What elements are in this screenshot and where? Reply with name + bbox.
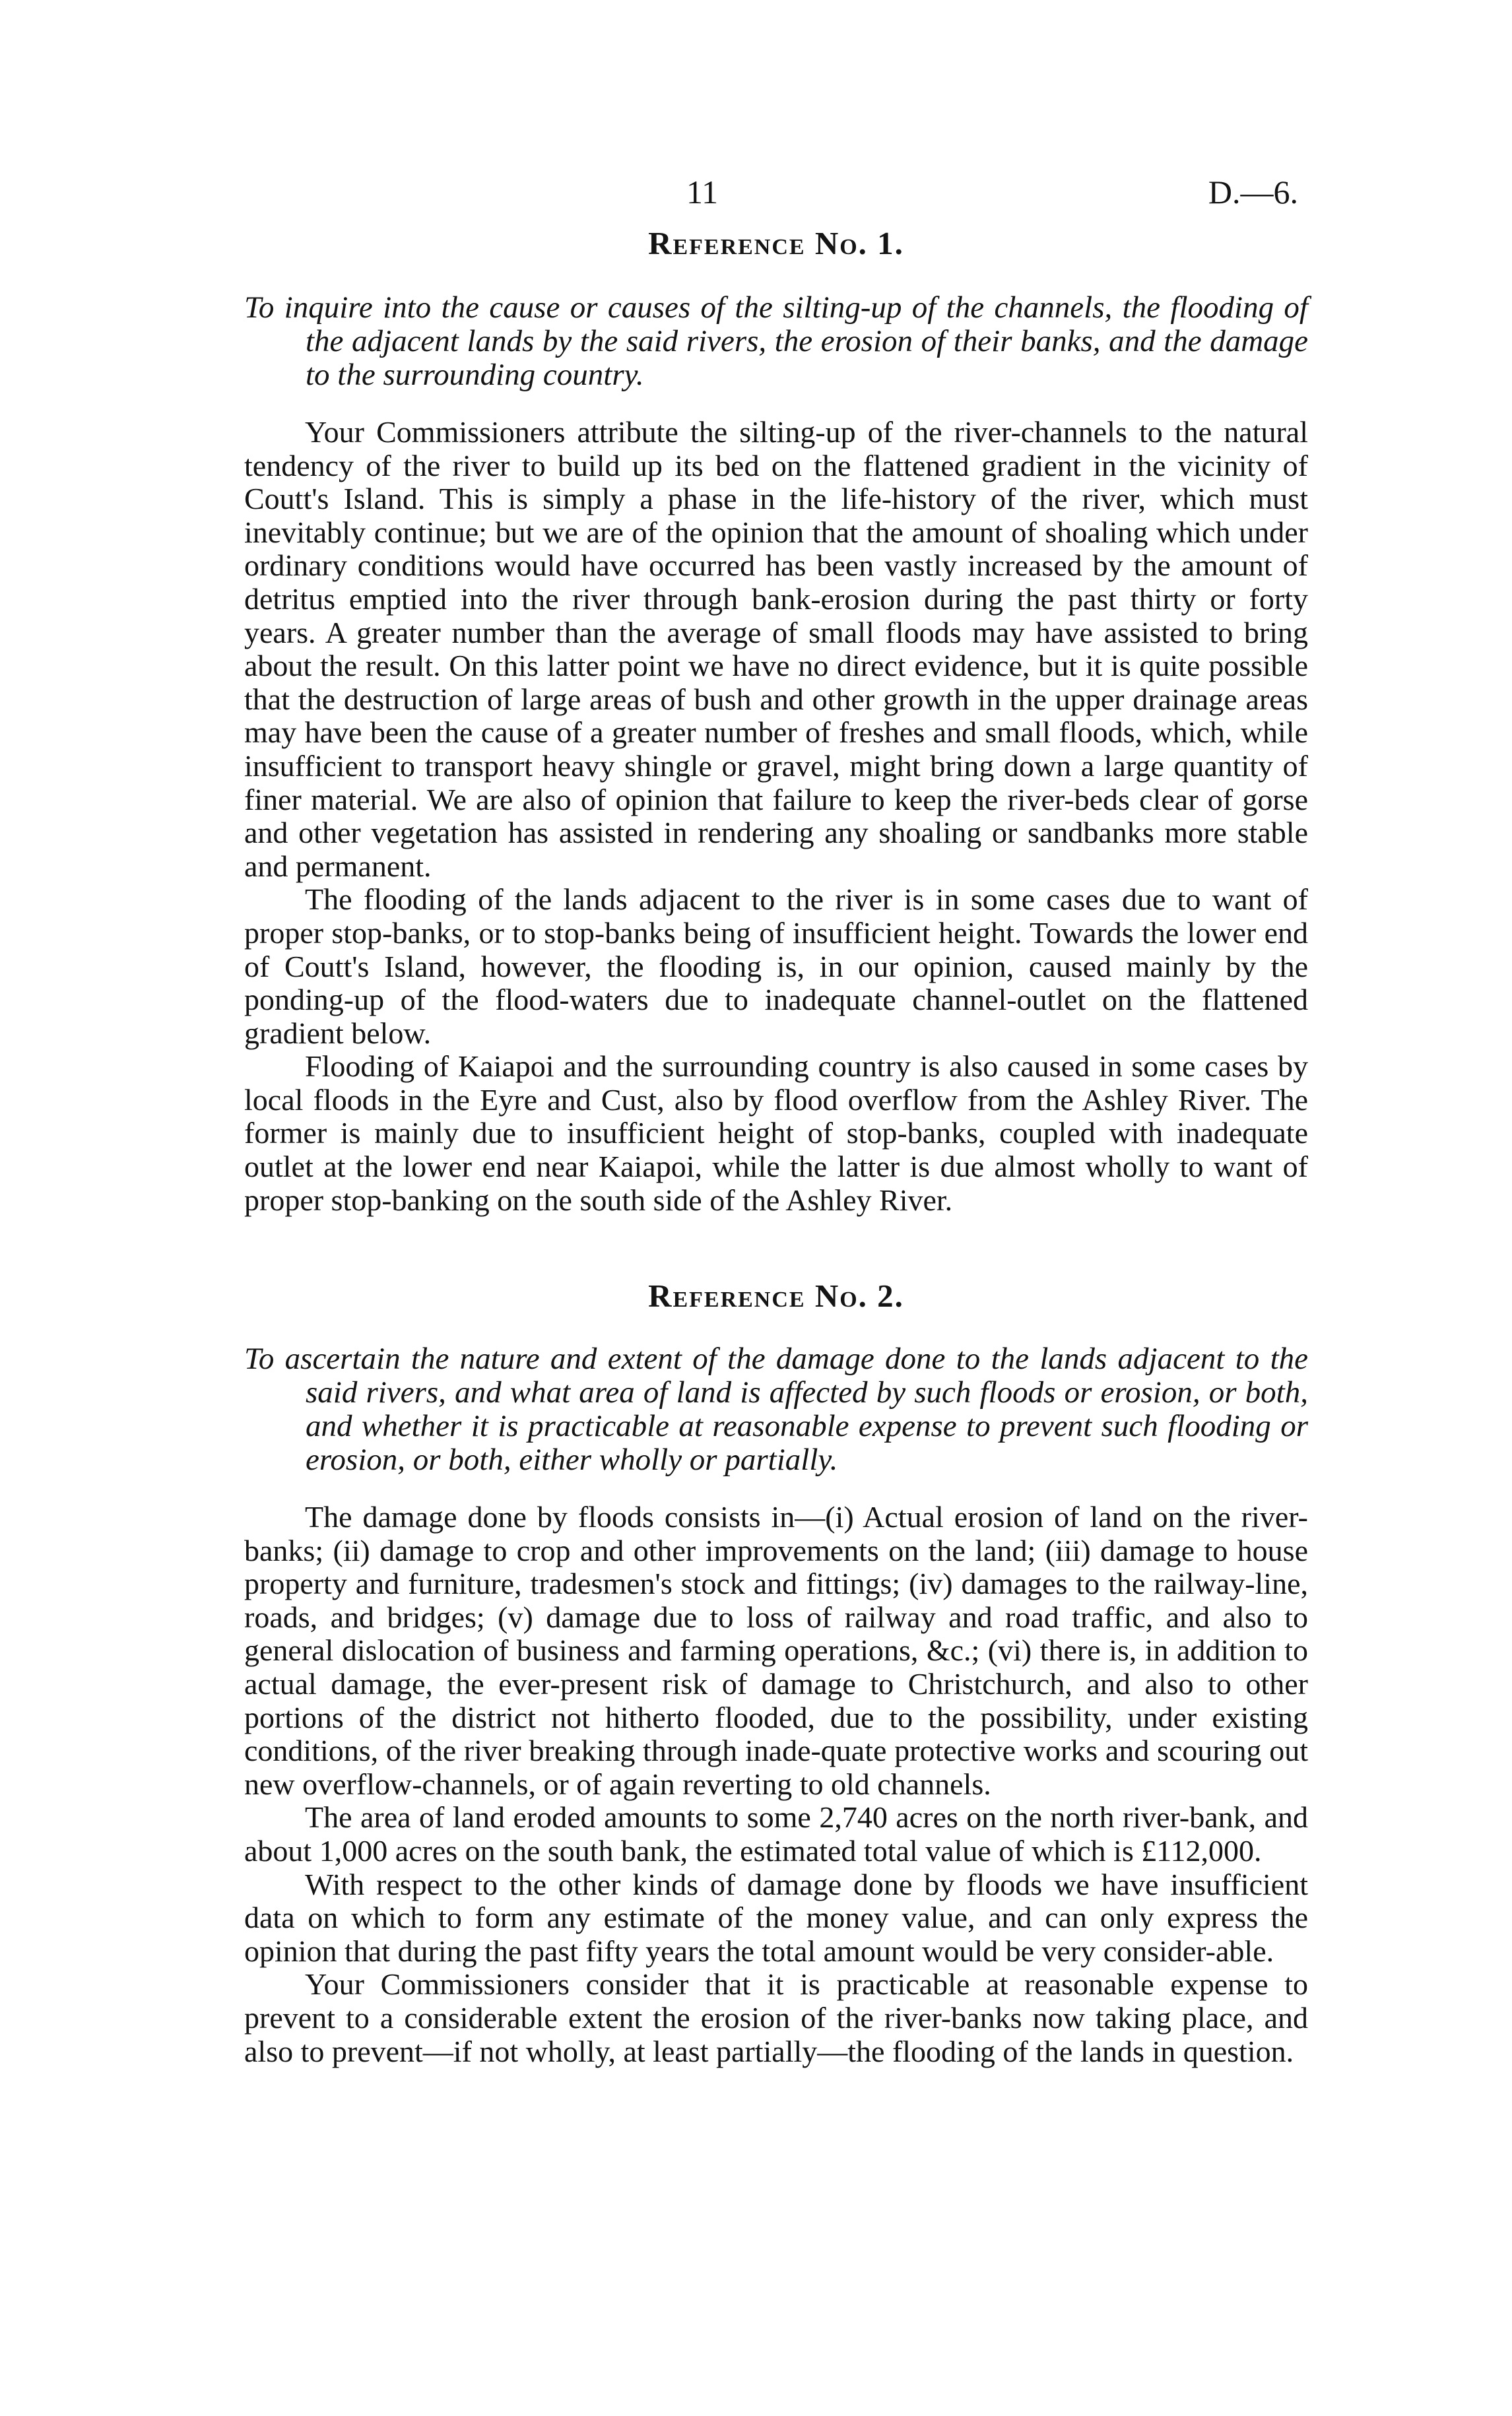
section-heading: Reference No. 2. (648, 1278, 904, 1314)
section-reference-2 (244, 1277, 1308, 2068)
body-paragraph: Flooding of Kaiapoi and the surrounding country is also caused in some cases by local floods in the Eyre and Cust, also by flood overflow from the Ashley River. The former is mainly due to insufficient height of stop-banks, coupled with inadequate outlet at the lower end near Kaiapoi, while the latter is due almost wholly to want of proper stop-banking on the south side of the Ashley River. (244, 1049, 1308, 1217)
terms-of-reference: To ascertain the nature and extent of the damage done to the lands adjacent to the said rivers, and what area of land is affected by such floods or erosion, or both, and whether it is practicable at reasonable expense to prevent such flooding or erosion, or both, either wholly or partially. (244, 1342, 1308, 1477)
section-heading: Reference No. 1. (648, 225, 904, 261)
body-paragraph: Your Commissioners attribute the silting-up of the river-channels to the natural tendency of the river to build up its bed on the flattened gradient in the vicinity of Coutt's Island. This is simply a phase in the life-history of the river, which must inevitably continue; but we are of the opinion that the amount of shoaling which under ordinary conditions would have occurred has been vastly increased by the amount of detritus emptied into the river through bank-erosion during the past thirty or forty years. A greater number than the average of small floods may have assisted to bring about the result. On this latter point we have no direct evidence, but it is quite possible that the destruction of large areas of bush and other growth in the upper drainage areas may have been the cause of a greater number of freshes and small floods, which, while insufficient to transport heavy shingle or gravel, might bring down a large quantity of finer material. We are also of opinion that failure to keep the river-beds clear of gorse and other vegetation has assisted in rendering any shoaling or sandbanks more stable and permanent. (244, 415, 1308, 883)
document-reference: D.—6. (1208, 174, 1298, 211)
body-paragraph: Your Commissioners consider that it is practicable at reasonable expense to prevent to a considerable extent the erosion of the river-banks now taking place, and also to prevent—if not wholly, at least partially—the flooding of the lands in question. (244, 1967, 1308, 2068)
body-paragraph: The damage done by floods consists in—(i) Actual erosion of land on the river-banks; (ii) damage to crop and other improvements on the land; (iii) damage to house property and furniture, tradesmen's stock and fittings; (iv) damages to the railway-line, roads, and bridges; (v) damage due to loss of railway and road traffic, and also to general dislocation of business and farming operations, &c.; (vi) there is, in addition to actual damage, the ever-present risk of damage to Christchurch, and also to other portions of the district not hitherto flooded, due to the possibility, under existing conditions, of the river breaking through inade-quate protective works and scouring out new overflow-channels, or of again reverting to old channels. (244, 1500, 1308, 1801)
page-number: 11 (686, 174, 719, 211)
terms-of-reference: To inquire into the cause or causes of the silting-up of the channels, the flooding of the adjacent lands by the said rivers, the erosion of their banks, and the damage to the surrounding country. (244, 290, 1308, 392)
body-paragraph: The area of land eroded amounts to some 2,740 acres on the north river-bank, and about 1,000 acres on the south bank, the estimated total value of which is £112,000. (244, 1800, 1308, 1868)
body-paragraph: With respect to the other kinds of damage done by floods we have insufficient data on which to form any estimate of the money value, and can only express the opinion that during the past fifty years the total amount would be very consider-able. (244, 1867, 1308, 1968)
body-paragraph: The flooding of the lands adjacent to the river is in some cases due to want of proper stop-banks, or to stop-banks being of insufficient height. Towards the lower end of Coutt's Island, however, the flooding is, in our opinion, caused mainly by the ponding-up of the flood-waters due to inadequate channel-outlet on the flattened gradient below. (244, 882, 1308, 1050)
section-reference-1 (244, 224, 1308, 1217)
